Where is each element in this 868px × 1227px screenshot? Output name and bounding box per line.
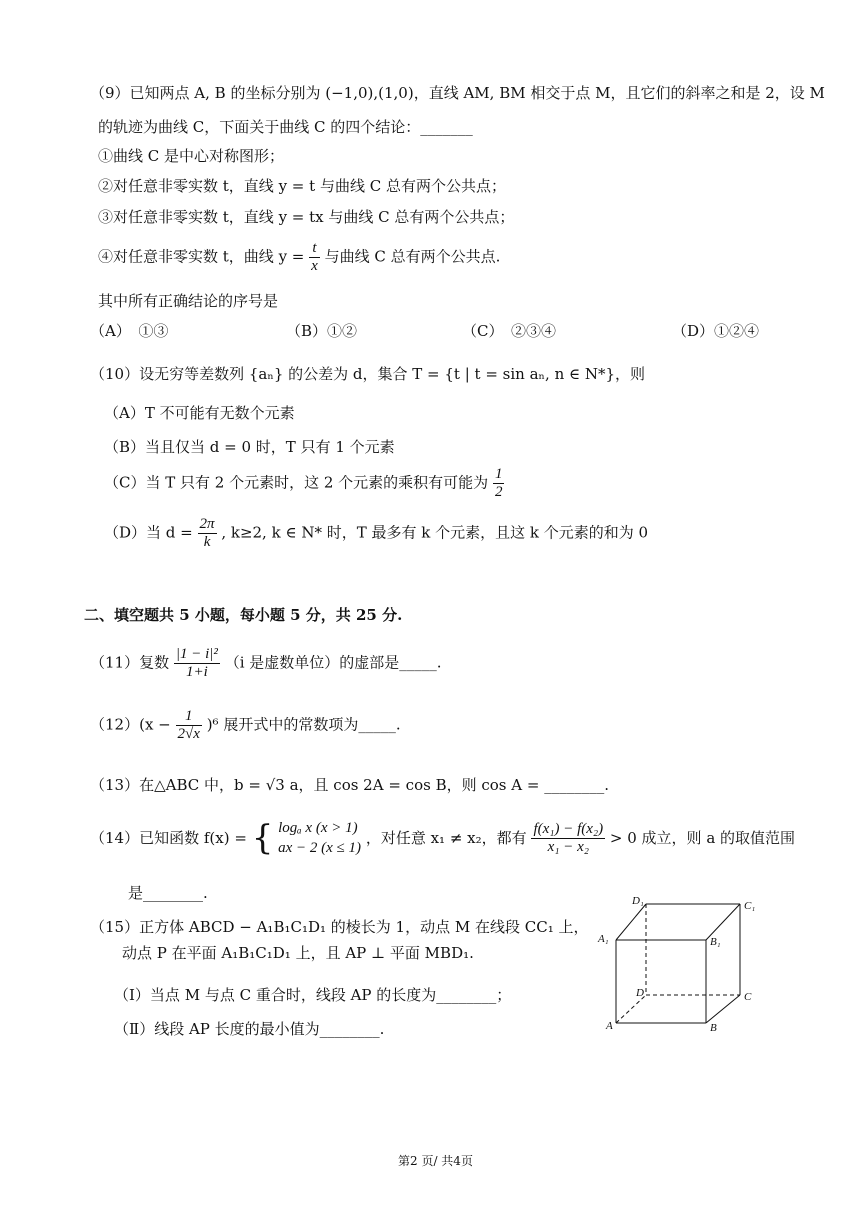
q10-option-d: （D）当 d = $\frac{2\pi}{k}$ , k≥2, k ∈ N* 时，T 最多有 k 个元素，且这 k 个元素的和为 0 [104,516,649,550]
q9-statement-3: ③对任意非零实数 t，直线 y = tx 与曲线 C 总有两个公共点； [98,208,515,226]
q9-option-c: （C） ②③④ [462,322,556,340]
edge-a1-d1 [616,904,646,940]
q9-option-a: （A） ①③ [90,322,169,340]
q11-fraction: $\frac{\text{|1 − i|²}}{1+i}$ [175,646,218,680]
edge-b1-c1 [706,904,740,940]
q15-line2: 动点 P 在平面 A₁B₁C₁D₁ 上，且 AP ⊥ 平面 MBD₁. [122,944,474,962]
q11: （11）复数 $\frac{\text{|1 − i|²}}{1+i}$ （i 是虚数单位）的虚部是_____. [90,646,442,680]
q13: （13）在△ABC 中，b = √3 a，且 cos 2A = cos B，则 cos A = ________. [90,776,609,794]
q9-line2: 的轨迹为曲线 C，下面关于曲线 C 的四个结论：_______ [98,118,473,136]
label-c1: C₁ [744,900,756,912]
label-c: C [744,991,752,1003]
q14-piecewise-cases: logₐ x (x > 1) ax − 2 (x ≤ 1) [278,820,362,856]
q14: （14）已知函数 f(x) = { logₐ x (x > 1) ax − 2 (x ≤ 1) ，对任意 x₁ ≠ x₂，都有 $\frac{\text{f(x₁) − f(x₂)}}{\text{x₁ − x₂}}$ > 0 成立，则 a 的取值范围 [90,818,796,858]
q9-option-d: （D）①②④ [672,322,760,340]
q15-part1: （Ⅰ）当点 M 与点 C 重合时，线段 AP 的长度为________； [114,986,512,1004]
q12: （12）(x − $\frac{1}{2√x}$ )⁶ 展开式中的常数项为_____. [90,708,401,742]
cube-diagram [596,892,766,1042]
q10-option-c: （C）当 T 只有 2 个元素时，这 2 个元素的乘积有可能为 $\frac{1}{2}$ [104,466,503,500]
q10-option-a: （A）T 不可能有无数个元素 [104,404,295,422]
label-d1: D₁ [632,895,644,907]
q15-part2: （Ⅱ）线段 AP 长度的最小值为________. [114,1020,385,1038]
q14-brace: { [251,818,274,858]
section2-heading: 二、填空题共 5 小题，每小题 5 分，共 25 分. [84,606,403,624]
page-footer: 第2 页/ 共4页 [398,1154,473,1168]
q10-fraction-2pi-over-k: $\frac{2\pi}{k}$ [199,516,215,550]
q15-line1: （15）正方体 ABCD − A₁B₁C₁D₁ 的棱长为 1，动点 M 在线段 CC₁ 上， [90,918,589,936]
label-b: B [710,1022,717,1034]
q9-statement-4: ④对任意非零实数 t，曲线 y = $\frac{t}{x}$ 与曲线 C 总有两个公共点. [98,240,501,274]
q14-line2: 是________. [128,884,208,902]
q10-option-b: （B）当且仅当 d = 0 时，T 只有 1 个元素 [104,438,395,456]
edge-a-d-hidden [616,995,646,1023]
q12-fraction: $\frac{1}{2√x}$ [177,708,200,742]
q14-fraction: $\frac{\text{f(x₁) − f(x₂)}}{\text{x₁ − x₂}}$ [533,820,604,855]
q9-line1: （9）已知两点 A, B 的坐标分别为 (−1,0),(1,0)，直线 AM, BM 相交于点 M，且它们的斜率之和是 2，设 M [90,84,825,102]
q9-statement-2: ②对任意非零实数 t，直线 y = t 与曲线 C 总有两个公共点； [98,177,506,195]
q10-stem: （10）设无穷等差数列 {aₙ} 的公差为 d，集合 T = {t | t = sin aₙ, n ∈ N*}，则 [90,365,646,383]
label-b1: B₁ [710,936,721,948]
label-a: A [606,1020,613,1032]
q10-fraction-one-half: $\frac{1}{2}$ [494,466,503,500]
q9-prompt: 其中所有正确结论的序号是 [98,292,279,310]
q9-option-b: （B）①② [286,322,358,340]
edge-b-c [706,995,740,1023]
q9-statement-1: ①曲线 C 是中心对称图形； [98,147,285,165]
label-d: D [636,987,644,999]
q9-fraction-t-over-x: $\frac{t}{x}$ [311,240,318,274]
label-a1: A₁ [598,933,609,945]
